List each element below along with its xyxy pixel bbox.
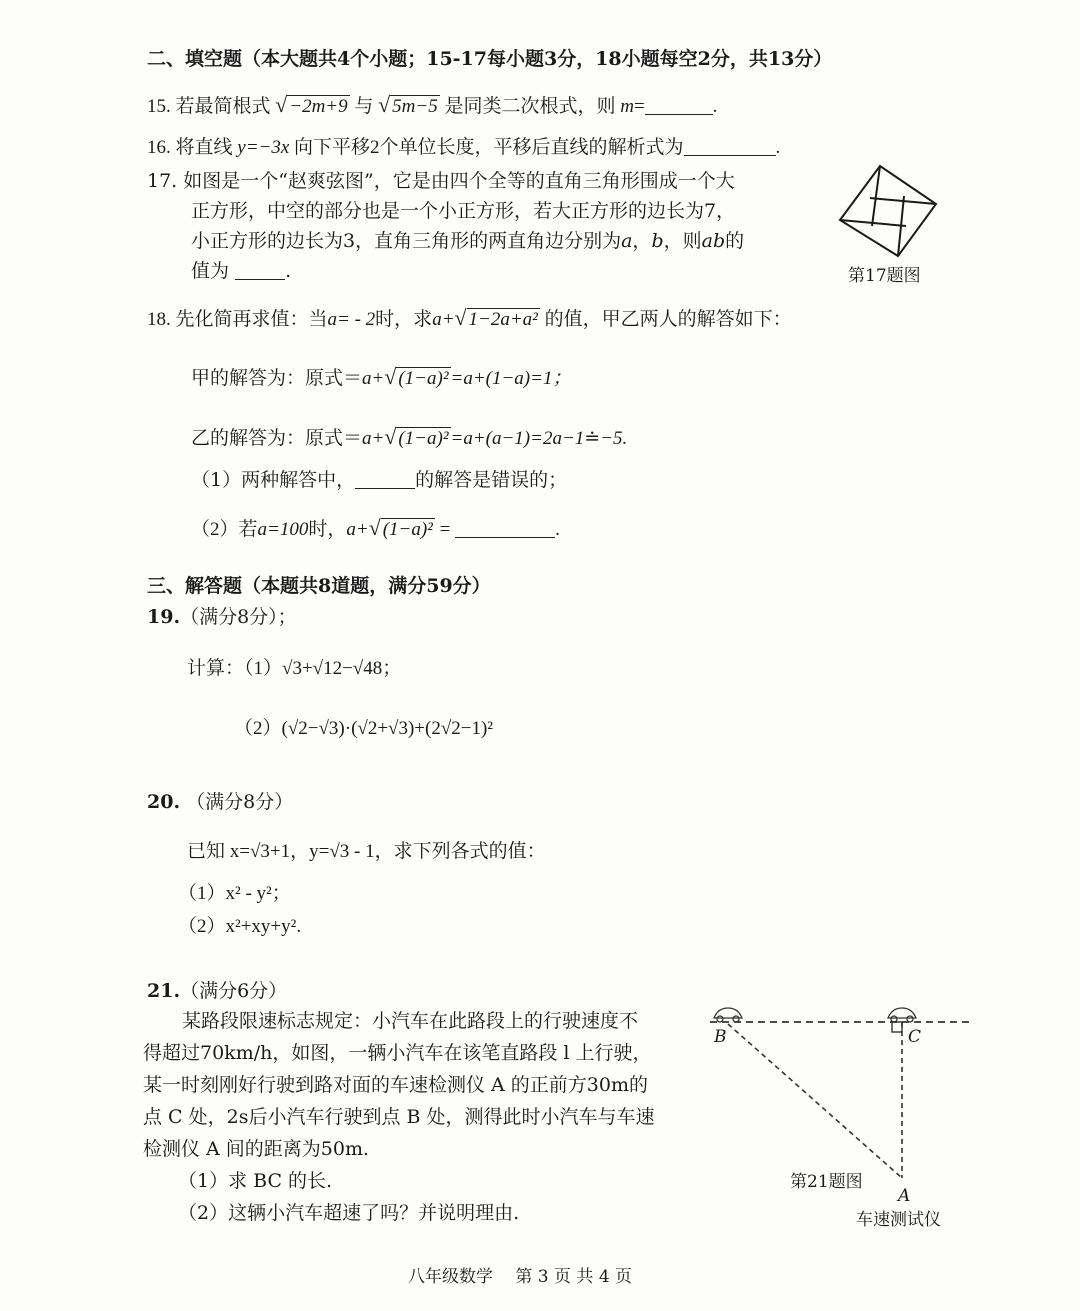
q17-number: 17. — [147, 170, 178, 192]
q18-yi-a: a+ — [362, 428, 385, 449]
q21-line-2: 得超过70km/h，如图，一辆小汽车在该笔直路段 l 上行驶， — [143, 1042, 652, 1064]
q18-jia-radical: √ (1−a)² — [384, 365, 449, 389]
q18-yi-rest: =a+(a−1)=2a−1≐−5. — [450, 428, 628, 449]
q15-eq: = — [633, 96, 645, 117]
q18-intro-when: 时，求 — [375, 309, 433, 330]
q19-number: 19. — [147, 606, 181, 628]
q18-p2-pre: （2）若 — [191, 519, 258, 540]
q16-post: 向下平移2个单位长度，平移后直线的解析式为 — [294, 137, 684, 158]
q19-p2-label: （2） — [234, 718, 282, 739]
q19-calc-label: 计算：（1） — [187, 658, 283, 679]
section-2-title: 二、填空题（本大题共4个小题；15-17每小题3分，18小题每空2分，共13分） — [147, 48, 833, 70]
q15-var: m — [620, 96, 634, 117]
q21-line-1: 某路段限速标志规定：小汽车在此路段上的行驶速度不 — [182, 1010, 639, 1032]
q15-end: . — [712, 96, 718, 117]
q16-end: . — [775, 137, 781, 158]
q19-score: （满分8分）； — [180, 606, 297, 628]
q15-answer-blank[interactable] — [645, 95, 713, 115]
q17-figure-caption: 第17题图 — [848, 266, 921, 286]
q15-post: 是同类二次根式，则 — [444, 96, 616, 117]
q16-pre: 将直线 — [175, 137, 233, 158]
q17-line3-then: ，则 — [663, 230, 702, 252]
q21-road-figure — [700, 990, 980, 1200]
q18-intro-a: a+ — [432, 309, 455, 330]
question-19-header — [147, 606, 297, 629]
q21-score: （满分6分） — [180, 980, 288, 1002]
question-18-intro — [147, 305, 792, 332]
q18-part-1 — [191, 469, 567, 492]
q18-jia-solution — [191, 364, 571, 391]
page-footer: 八年级数学 第 3 页 共 4 页 — [408, 1267, 633, 1287]
q17-line2: 正方形，中空的部分也是一个小正方形，若大正方形的边长为7， — [191, 200, 736, 222]
q21-part-2: （2）这辆小汽车超速了吗？并说明理由. — [178, 1202, 520, 1224]
q16-expr: y=−3x — [237, 137, 290, 158]
q18-part-2 — [191, 515, 560, 542]
question-21-header — [147, 980, 287, 1003]
question-17-line-1 — [147, 170, 735, 193]
q18-jia-rest: =a+(1−a)=1； — [450, 368, 572, 389]
q21-figure-caption: 第21题图 — [790, 1172, 863, 1192]
q17-line3-post: 的 — [725, 230, 745, 252]
q18-yi-label: 乙的解答为：原式＝ — [191, 428, 363, 449]
q17-line3-sep: ， — [632, 230, 652, 252]
q19-part-2 — [234, 718, 493, 741]
q20-score: （满分8分） — [186, 791, 294, 813]
q18-intro-cond: a= - 2 — [327, 309, 376, 330]
q15-number: 15. — [147, 96, 171, 117]
q21-part-1: （1）求 BC 的长. — [178, 1170, 333, 1192]
q18-intro-post: 的值，甲乙两人的解答如下： — [544, 309, 792, 330]
q16-answer-blank[interactable] — [684, 136, 776, 156]
q17-answer-blank[interactable] — [235, 260, 285, 280]
q18-intro-radical: √ 1−2a+a² — [454, 306, 538, 330]
q18-yi-solution — [191, 424, 627, 451]
q18-intro-pre: 先化简再求值：当 — [175, 309, 328, 330]
q17-var-a: a — [621, 230, 633, 252]
q18-number: 18. — [147, 309, 171, 330]
q18-p1-post: 的解答是错误的； — [415, 469, 568, 491]
q21-label-A: A — [898, 1186, 911, 1206]
question-15 — [147, 92, 717, 119]
q21-line-4: 点 C 处，2s后小汽车行驶到点 B 处，测得此时小汽车与车速 — [143, 1106, 655, 1128]
q20-part-1: （1）x² - y²； — [178, 883, 291, 904]
q15-radical-2: √ 5m−5 — [378, 93, 438, 117]
q18-p2-cond: a=100 — [257, 519, 309, 540]
q20-given: 已知 x=√3+1，y=√3 - 1，求下列各式的值： — [187, 841, 546, 862]
question-16 — [147, 136, 780, 160]
q17-line4: 值为 — [191, 260, 230, 282]
q18-p2-radical: √ (1−a)² — [368, 516, 433, 540]
q18-p2-end: . — [555, 519, 560, 540]
q18-p2-when: 时， — [308, 519, 347, 540]
q18-p2-answer-blank[interactable] — [455, 518, 555, 538]
car-icon-at-C — [888, 1008, 916, 1022]
q21-label-C: C — [908, 1027, 922, 1047]
question-17-line-3 — [191, 230, 744, 253]
q15-radical-1: √ −2m+9 — [275, 93, 348, 117]
q20-part-2: （2）x²+xy+y². — [178, 916, 302, 937]
q15-pre: 若最简根式 — [175, 96, 271, 117]
q17-line1: 如图是一个“赵爽弦图”，它是由四个全等的直角三角形围成一个大 — [183, 170, 735, 192]
q17-var-ab: ab — [701, 230, 726, 252]
q18-jia-label: 甲的解答为：原式＝ — [191, 368, 363, 389]
q21-line-5: 检测仪 A 间的距离为50m. — [143, 1138, 370, 1160]
car-icon-at-B — [714, 1008, 742, 1022]
question-17-line-4 — [191, 260, 291, 283]
q19-p1-expr: √3+√12−√48； — [282, 658, 402, 679]
q19-part-1 — [187, 658, 401, 681]
question-20-header — [147, 791, 293, 814]
q21-device-label: 车速测试仪 — [856, 1210, 941, 1230]
line-BA — [728, 1024, 902, 1178]
q18-p1-pre: （1）两种解答中， — [191, 469, 356, 491]
q21-number: 21. — [147, 980, 181, 1002]
q21-line-3: 某一时刻刚好行驶到路对面的车速检测仪 A 的正前方30m的 — [143, 1074, 648, 1096]
section-3-title: 三、解答题（本题共8道题，满分59分） — [147, 575, 491, 597]
q21-label-B: B — [714, 1027, 727, 1047]
q18-yi-radical: √ (1−a)² — [384, 425, 449, 449]
q19-p2-expr: (√2−√3)·(√2+√3)+(2√2−1)² — [281, 718, 494, 739]
zhao-shuang-chord-figure — [832, 160, 942, 260]
q18-p1-answer-blank[interactable] — [355, 469, 415, 489]
right-angle-mark — [892, 1022, 902, 1032]
q16-number: 16. — [147, 137, 171, 158]
q17-end: . — [285, 260, 292, 282]
q18-p2-eq: = — [439, 519, 451, 540]
q17-var-b: b — [651, 230, 664, 252]
q20-number: 20. — [147, 791, 181, 813]
q18-p2-a: a+ — [346, 519, 369, 540]
q17-line3-pre: 小正方形的边长为3，直角三角形的两直角边分别为 — [191, 230, 622, 252]
q15-mid: 与 — [354, 96, 374, 117]
q18-jia-a: a+ — [362, 368, 385, 389]
big-square — [840, 166, 936, 256]
